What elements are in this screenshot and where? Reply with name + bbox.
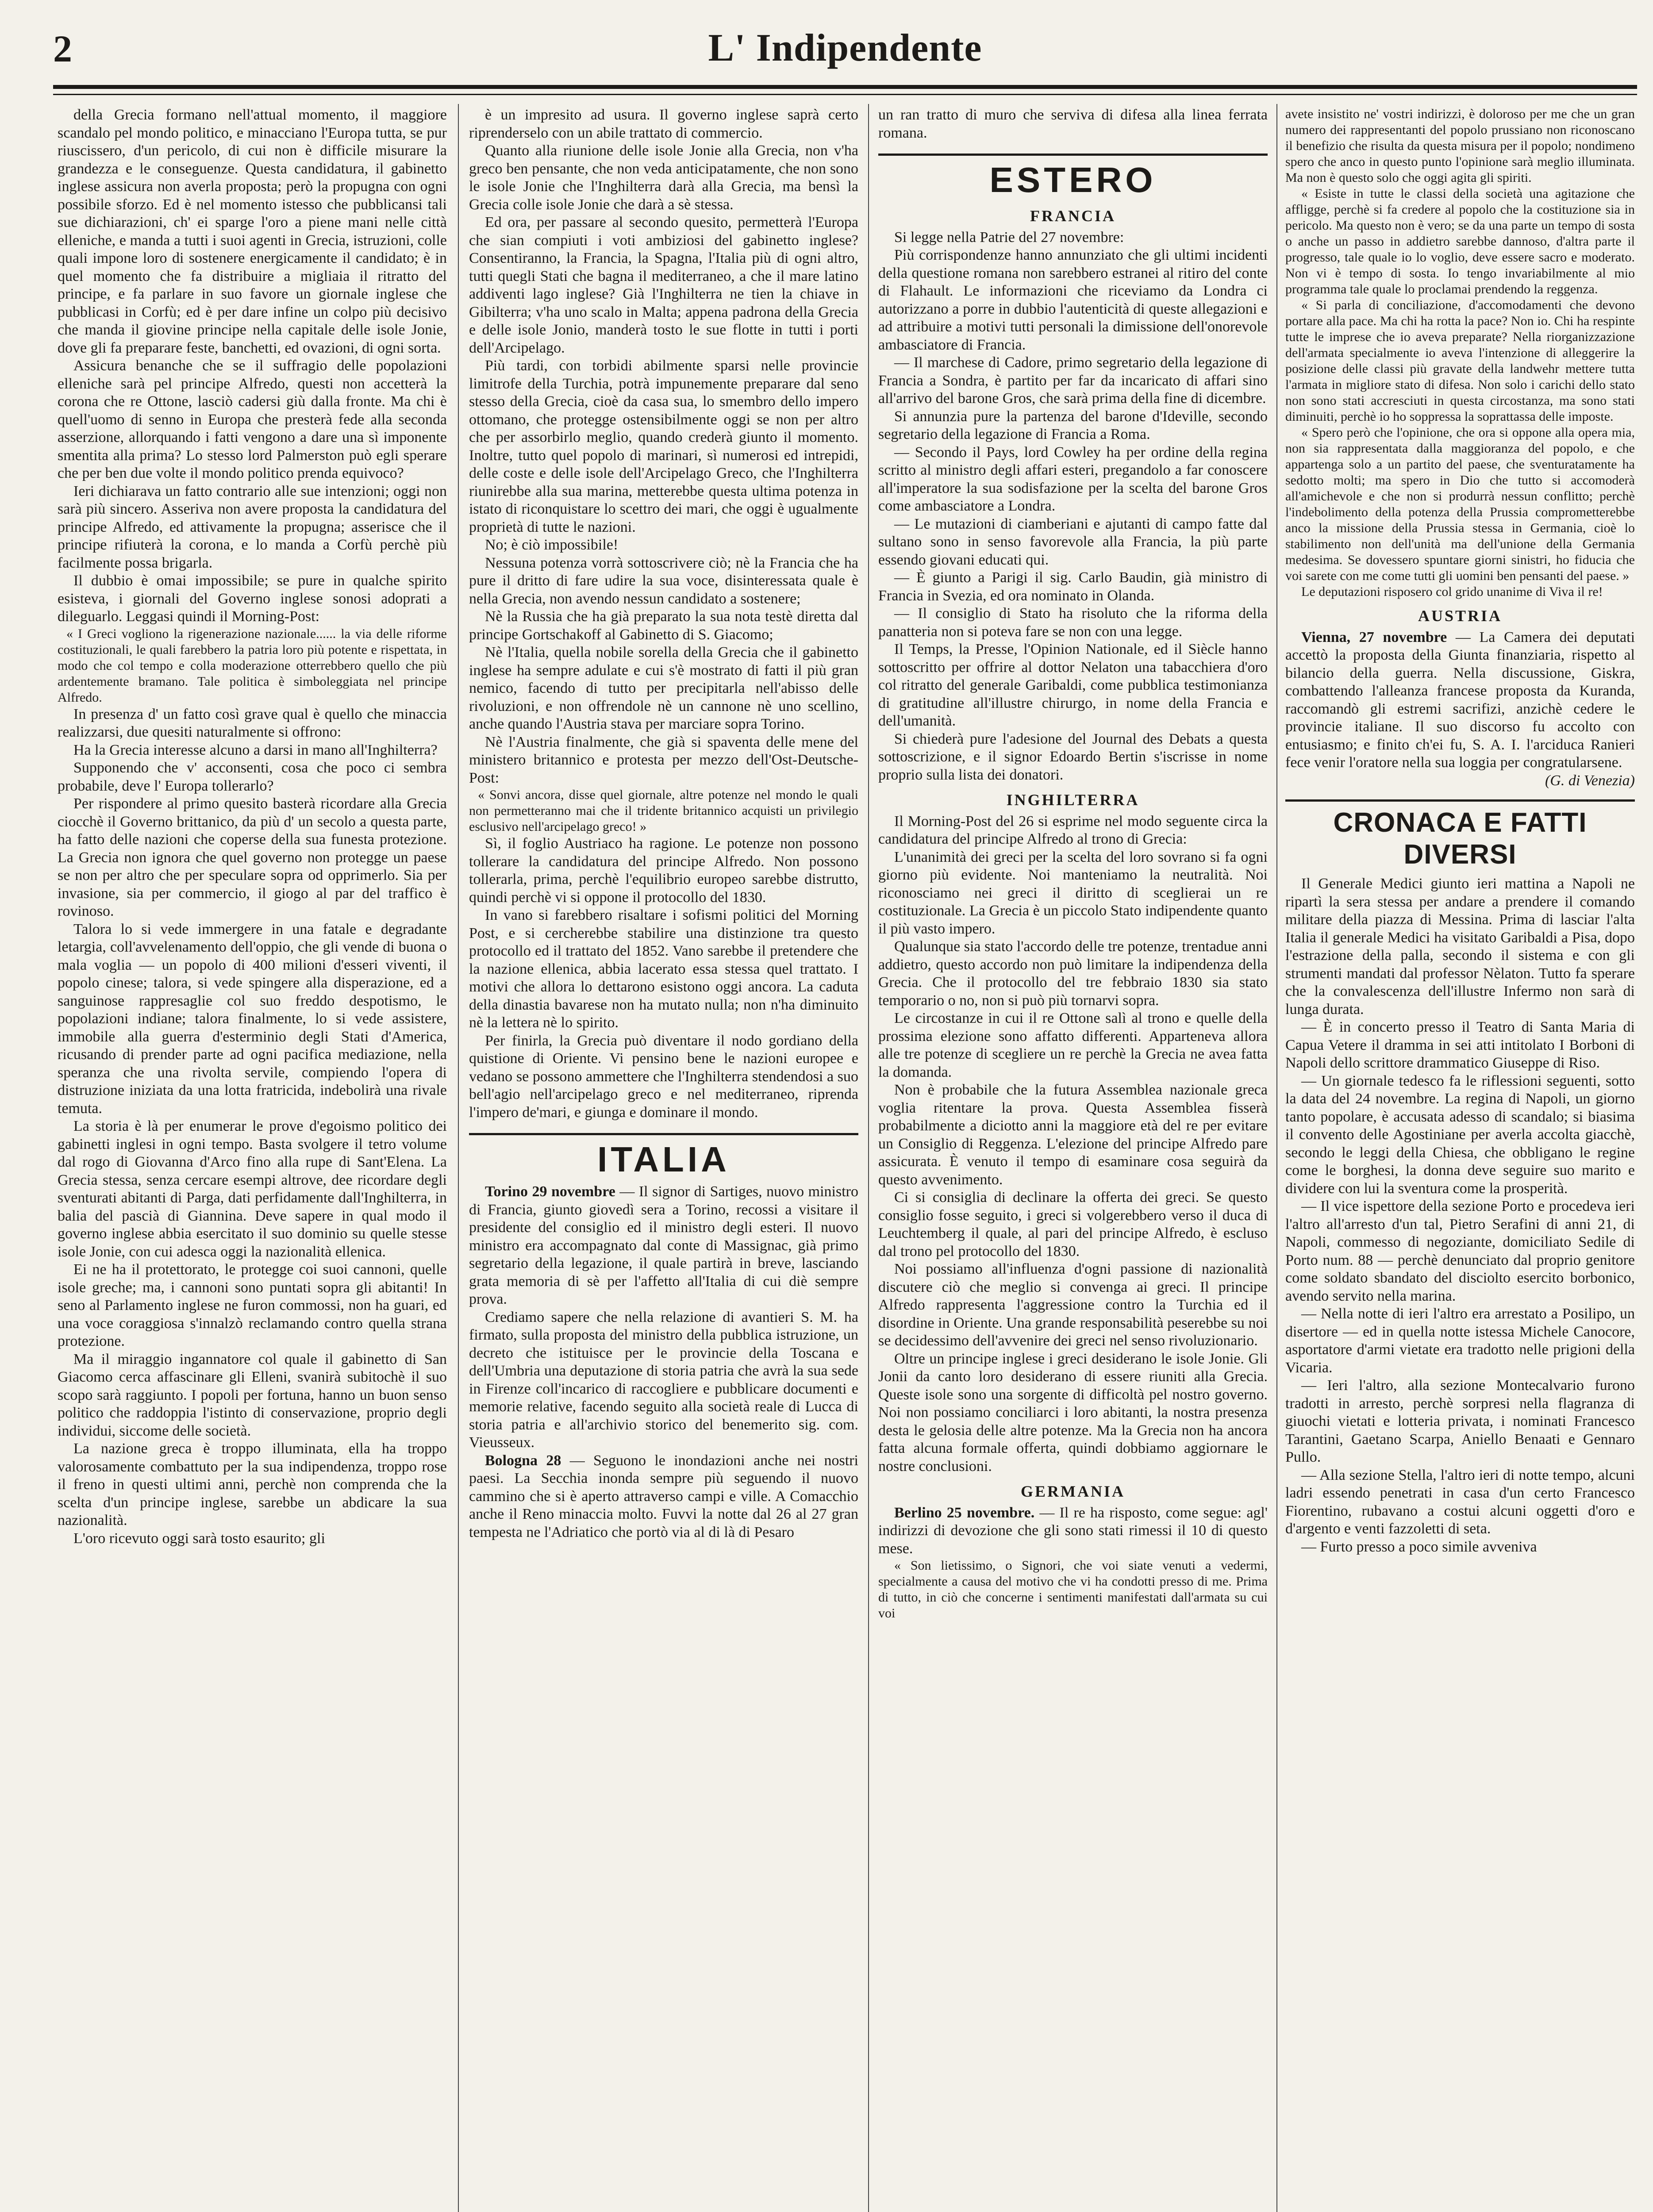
article-paragraph: Ma il miraggio ingannatore col quale il gabinetto di San Giacomo cerca affascinare gli Elleni, svanirà subitochè il suo scopo sarà raggiunto. I popoli per fortuna, hanno un buon senso politico che raddoppia l'istinto di conservazione, proprio degli individui, siccome delle società. bbox=[58, 1351, 447, 1439]
news-item bbox=[1285, 629, 1635, 772]
article-paragraph: Per rispondere al primo quesito basterà ricordare alla Grecia ciocchè il Governo brittanico, da più d' un secolo a questa parte, ha fatto delle nazioni che coperse della sua funesta protezione. La Grecia non ignora che quel governo non protegge un paese se non per altro che per speculare sopra od opprimerlo. Sia per invasione, sia per commercio, il giogo al par del traffico è rovinoso. bbox=[58, 795, 447, 919]
column-3 bbox=[878, 106, 1268, 2212]
news-item bbox=[469, 1309, 858, 1452]
article-paragraph: L'oro ricevuto oggi sarà tosto esaurito; gli bbox=[73, 1530, 325, 1547]
news-item: Qualunque sia stato l'accordo delle tre potenze, trentadue anni addietro, questo accordo non può limitare la indipendenza della Grecia. Che il protocollo del tre febbraio 1830 sia stato temporario o no, non si può più tornarvi sopra. bbox=[878, 938, 1268, 1009]
quoted-paragraph: « Sonvi ancora, disse quel giornale, altre potenze nel mondo le quali non permetteranno mai che il tridente britannico acquisti un privilegio esclusivo nell'arcipelago greco! » bbox=[469, 787, 858, 834]
news-item bbox=[469, 1452, 858, 1542]
section-heading-cronaca: CRONACA E FATTI DIVERSI bbox=[1285, 799, 1635, 871]
article-paragraph: è un impresito ad usura. Il governo inglese saprà certo riprenderselo con un abile trattato di commercio. bbox=[469, 107, 858, 141]
header-rule bbox=[53, 85, 1637, 89]
news-item: Il Generale Medici giunto ieri mattina a Napoli ne ripartì la sera stessa per andare a prendere il comando militare della piazza di Messina. Prima di lasciar l'alta Italia il generale Medici ha visitato Garibaldi a Pisa, dopo l'estrazione della palla, secondo il sistema e con gli strumenti mandati dal professor Nèlaton. Tutto fa sperare che la convalescenza dell'illustre Infermo non sarà di lunga durata. bbox=[1285, 876, 1635, 1018]
newspaper-title: L' Indipendente bbox=[708, 27, 982, 69]
article-paragraph: Nessuna potenza vorrà sottoscrivere ciò; nè la Francia che ha pure il dritto di fare udire la sua voce, disinteressata quale è nella Grecia, non avendo nessun candidato a sostenere; bbox=[469, 554, 858, 607]
news-item: — Alla sezione Stella, l'altro ieri di notte tempo, alcuni ladri essendo penetrati in casa d'un certo Francesco Fiorentino, rubavano a costui alcuni oggetti d'oro e d'argento e venti fazzoletti di seta. bbox=[1285, 1467, 1635, 1537]
dateline: Torino 29 novembre bbox=[485, 1183, 615, 1200]
news-item bbox=[878, 1504, 1268, 1558]
news-text: — La Camera dei deputati accettò la proposta della Giunta finanziaria, rispetto al bilancio della guerra. Nella discussione, Giskra, combattendo l'alleanza francese proposta da Kuranda, raccomandò gli estremi sacrifizi, anzichè cedere le provincie italiane. Il suo discorso fu accolto con entusiasmo; e finito ch'ei fu, S. A. I. l'arciduca Ranieri fece venir l'oratore nella sua loggia per congratularsene. bbox=[1285, 629, 1635, 771]
quoted-paragraph: « I Greci vogliono la rigenerazione nazionale...... la via delle riforme costituzionali, le quali farebbero la patria loro più potente e rispettata, in modo che col tempo e colla moderazione otterrebbero quello che più ardentemente bramano. Tale politica è simboleggiata nel principe Alfredo. bbox=[58, 626, 447, 705]
section-heading-italia: ITALIA bbox=[469, 1133, 858, 1179]
news-item: — Le mutazioni di ciamberiani e ajutanti di campo fatte dal sultano sono in senso favorevole alla Francia, la più parte essendo giovani educati qui. bbox=[878, 515, 1268, 568]
dateline: Bologna 28 bbox=[485, 1452, 561, 1469]
news-item: Oltre un principe inglese i greci desiderano le isole Jonie. Gli Jonii da canto loro desiderano di essere riuniti alla Grecia. Queste isole sono una sorgente di difficoltà pel nostro governo. Noi non possiamo conciliarci i loro abitanti, la nostra presenza desta le gelosia delle altre potenze. Ma la Grecia non ha ancora fatta alcuna formale offerta, quindi dobbiamo aggiornare le nostre conclusioni. bbox=[878, 1350, 1268, 1475]
article-paragraph: Ed ora, per passare al secondo quesito, permetterà l'Europa che sian compiuti i voti ambiziosi del gabinetto inglese? Consentiranno, la Francia, la Spagna, l'Italia più di ogni altro, tutti quegli Stati che bagna il mediterraneo, a che il mare latino addiventi lago inglese? Già l'Inghilterra ne tien la chiave in Gibilterra; v'ha uno scalo in Malta; appena padrona della Grecia e delle isole Jonio, manderà tosto le sue flotte in tutti i porti dell'Arcipelago. bbox=[469, 214, 858, 356]
news-item: Si legge nella Patrie del 27 novembre: bbox=[894, 229, 1124, 246]
masthead bbox=[53, 18, 1637, 84]
article-paragraph: Ha la Grecia interesse alcuno a darsi in mano all'Inghilterra? bbox=[73, 741, 438, 758]
column-4 bbox=[1285, 106, 1635, 2212]
news-item: L'unanimità dei greci per la scelta del loro sovrano si fa ogni giorno più evidente. Noi manteniamo la neutralità. Noi riconosciamo nei greci il diritto di sceglierai un re costituzionale. La Grecia è un piccolo Stato indipendente quanto il più vasto impero. bbox=[878, 849, 1268, 937]
article-paragraph: della Grecia formano nell'attual momento, il maggiore scandalo pel mondo politico, e minacciano l'Europa tutta, se pur riuscissero, d'un pericolo, di cui non è difficile misurare la grandezza e le conseguenze. Questa candidatura, il gabinetto inglese assicura non averla proposta; però la propugna con ogni possibile sforzo. Ed è nel momento istesso che pubblicansi tali sue dichiarazioni, ch' ei sparge l'oro a piene mani nelle città elleniche, e manda a tutti i suoi agenti in Grecia, istruzioni, colle quali impone loro di sostenere energicamente il candidato; è in quel momento che fa distribuire a migliaia il ritratto del principe, e fa parlare in suo favore un giornale inglese che pubblicasi in Corfù; ed è per dare infine un colpo più decisivo che manda il giovine principe nella capitale delle isole Jonie, dove gli fa preparare feste, banchetti, ed ovazioni, di ogni sorta. bbox=[58, 107, 447, 356]
article-paragraph: Più tardi, con torbidi abilmente sparsi nelle provincie limitrofe della Turchia, potrà impunemente preparare dal seno stesso della Grecia, cioè da casa sua, lo smembro dello impero ottomano, che protegge ostensibilmente oggi se non per altro che per assorbirlo meglio, quando crederà giunto il momento. Inoltre, tutto quel popolo di marinari, sì numerosi ed intrepidi, delle coste e delle isole dell'Arcipelago Greco, che l'Inghilterra riunirebbe alla sua marina, metterebbe questa ultima potenza in istato di riconquistare lo scettro dei mari, che oggi è ugualmente proprietà di tutte le nazioni. bbox=[469, 357, 858, 535]
news-source: (G. di Venezia) bbox=[1545, 772, 1635, 789]
subsection-heading-francia: FRANCIA bbox=[1030, 207, 1116, 225]
article-paragraph: No; è ciò impossibile! bbox=[485, 537, 619, 553]
quoted-paragraph: « Si parla di conciliazione, d'accomodamenti che devono portare alla pace. Ma chi ha rotta la pace? Non io. Chi ha respinte tutte le imprese che io aveva preparate? Nella riorganizzazione dell'armata specialmente io aveva l'intenzione di alleggerire la posizione delle classi più gravate della landwehr mettere tutta l'armata in migliore stato di difesa. Non solo i carichi dello stato non sono stati accresciuti in questa circostanza, ma sono stati diminuiti, perchè io ho soppressa la soprattassa delle imposte. bbox=[1285, 298, 1635, 424]
article-paragraph: In presenza d' un fatto così grave qual è quello che minaccia realizzarsi, due quesiti naturalmente si offrono: bbox=[58, 706, 447, 740]
article-paragraph: La storia è là per enumerar le prove d'egoismo politico dei gabinetti inglesi in ogni tempo. Basta svolgere il tetro volume dal rogo di Giovanna d'Arco fino alla rupe di Sant'Elena. La Grecia stessa, senza cercare esempi altrove, dee ricordare degli sventurati abitanti di Parga, dati perfidamente dall'Inghilterra, in balia del pascià di Giannina. Deve sapere in qual modo il governo inglese abbia esercitato il suo dominio su quelle stesse isole Jonie, con cui adesca oggi la nazionalità ellenica. bbox=[58, 1118, 447, 1260]
article-paragraph: Assicura benanche che se il suffragio delle popolazioni elleniche sarà pel principe Alfredo, questi non accetterà la corona che re Ottone, lasciò cadersi giù dalla fronte. Ma chi è quell'uomo di senno in Europa che presterà fede alla seconda asserzione, allorquando i fatti vengono a dare una sì imponente smentita alla prima? Lo stesso lord Palmerston può egli sperare che per ben due volte il mondo politico prenda equivoco? bbox=[58, 357, 447, 481]
news-item: Ci si consiglia di declinare la offerta dei greci. Se questo consiglio fosse seguito, i greci si volgerebbero verso il duca di Leuchtemberg il quale, al pari del principe Alfredo, è escluso dal trono pel protocollo del 1830. bbox=[878, 1189, 1268, 1260]
article-paragraph: In vano si farebbero risaltare i sofismi politici del Morning Post, e si cercherebbe stabilire una distinzione tra questo protocollo ed il trattato del 1852. Vano sarebbe il pretendere che la nazione ellenica, abbia lacerato essa stessa quel trattato. I motivi che allora lo dettarono esistono oggi ancora. La caduta della dinastia bavarese non ha mutato nulla; non n'ha diminuito nè la lettera nè lo spirito. bbox=[469, 907, 858, 1031]
column-divider bbox=[1276, 104, 1277, 2212]
news-item: Il Temps, la Presse, l'Opinion Nationale, ed il Siècle hanno sottoscritto per offrire al dottor Nelaton una tabacchiera d'oro col ritratto del generale Garibaldi, come pubblica testimonianza di gratitudine all'illustre chirurgo, in nome della Francia e dell'umanità. bbox=[878, 641, 1268, 729]
news-text: — Il signor di Sartiges, nuovo ministro di Francia, giunto giovedì sera a Torino, recossi a visitare il presidente del consiglio ed il ministro degli esteri. Il nuovo ministro era accompagnato dal conte di Massignac, già primo segretario della legazione, il quale partirà in breve, lasciando grata memoria di sè per l'affetto all'Italia di cui diè sempre prova. bbox=[469, 1183, 858, 1307]
news-item bbox=[469, 1183, 858, 1309]
news-item: Si annunzia pure la partenza del barone d'Ideville, secondo segretario della legazione di Francia a Roma. bbox=[878, 408, 1268, 442]
article-paragraph: Nè l'Italia, quella nobile sorella della Grecia che il gabinetto inglese ha sempre adulate e cui s'è mostrato di fatti il più gran nemico, facendo di tutto per precipitarla nell'abisso delle rivoluzioni, e non offrendole nè un cannone nè uno scellino, anche quando l'Austria stava per marciare sopra Torino. bbox=[469, 644, 858, 732]
news-item: Le circostanze in cui il re Ottone salì al trono e quelle della prossima elezione sono affatto differenti. Apparteneva allora alle tre potenze di scegliere un re perchè la Grecia ne avea fatta la domanda. bbox=[878, 1010, 1268, 1080]
column-divider bbox=[458, 104, 459, 2212]
article-paragraph: Sì, il foglio Austriaco ha ragione. Le potenze non possono tollerare la candidatura del principe Alfredo. Non possono tollerarla, prima, perchè l'equilibrio europeo sarebbe distrutto, quindi perchè vi si oppone il protocollo del 1830. bbox=[469, 835, 858, 906]
news-item: — È in concerto presso il Teatro di Santa Maria di Capua Vetere il dramma in sei atti intitolato I Borboni di Napoli dello scrittore drammatico Giuseppe di Riso. bbox=[1285, 1019, 1635, 1071]
news-item: — Nella notte di ieri l'altro era arrestato a Posilipo, un disertore — ed in quella notte istessa Michele Canocore, asportatore d'armi vietate era tradotto nelle prigioni della Vicaria. bbox=[1285, 1306, 1635, 1376]
article-paragraph: Quanto alla riunione delle isole Jonie alla Grecia, non v'ha greco ben pensante, che non veda anticipatamente, che non sono le isole Jonie che l'Inghilterra darà alla Grecia, ma bensì la Grecia colle isole Jonie che darà a sè stessa. bbox=[469, 142, 858, 213]
news-item: — Un giornale tedesco fa le riflessioni seguenti, sotto la data del 24 novembre. La regina di Napoli, un giorno tanto popolare, è accusata adesso di scandalo; si biasima il convento delle Agostiniane per averla accolta giacchè, secondo le leggi della Chiesa, che obbligano le regine come le borghesi, la donna deve seguire suo marito e dividere con lui la sventura come la prosperità. bbox=[1285, 1072, 1635, 1197]
news-item: — Il consiglio di Stato ha risoluto che la riforma della panatteria non si poteva fare se non con una legge. bbox=[878, 605, 1268, 640]
subsection-heading-inghilterra: INGHILTERRA bbox=[1006, 791, 1140, 809]
dateline: Vienna, 27 novembre bbox=[1301, 629, 1447, 645]
column-1 bbox=[58, 106, 447, 2212]
column-2 bbox=[469, 106, 858, 2212]
subsection-heading-germania: GERMANIA bbox=[1021, 1482, 1125, 1500]
article-paragraph: un ran tratto di muro che serviva di difesa alla linea ferrata romana. bbox=[878, 107, 1268, 141]
quoted-paragraph: « Son lietissimo, o Signori, che voi siate venuti a vedermi, specialmente a causa del motivo che vi ha condotti presso di me. Prima di tutto, in ciò che concerne i sentimenti manifestati dall'armata su cui voi bbox=[878, 1558, 1268, 1621]
news-item: — È giunto a Parigi il sig. Carlo Baudin, già ministro di Francia in Svezia, ed ora nominato in Olanda. bbox=[878, 569, 1268, 604]
news-item: — Il vice ispettore della sezione Porto e procedeva ieri l'altro all'arresto d'un tal, Pietro Serafini di anni 21, di Napoli, commesso di negoziante, domiciliato Sedile di Porto num. 88 — perchè denunciato dal proprio genitore come soldato sbandato del disciolto esercito borbonico, avendo servito nella marina. bbox=[1285, 1198, 1635, 1304]
article-paragraph: Supponendo che v' acconsenti, cosa che poco ci sembra probabile, deve l' Europa tollerarlo? bbox=[58, 760, 447, 794]
quoted-paragraph: avete insistito ne' vostri indirizzi, è doloroso per me che un gran numero dei rappresentanti del popolo prussiano non riconoscano il benefizio che risulta da questa misura per il popolo; nondimeno spero che anco in questo punto l'opinione sarà meglio illuminata. Ma non è questo solo che oggi agita gli spiriti. bbox=[1285, 107, 1635, 185]
news-item: Noi possiamo all'influenza d'ogni passione di nazionalità discutere ciò che meglio si convenga ai greci. Il principe Alfredo rappresenta l'aggressione contro la Turchia ed il disordine in Oriente. Una grande responsabilità peserebbe su noi se decidessimo dell'avvenire dei greci nel senso rivoluzionario. bbox=[878, 1261, 1268, 1349]
article-paragraph: Il dubbio è omai impossibile; se pure in qualche spirito esisteva, i giornali del Governo inglese sonosi adoprati a dileguarlo. Leggasi quindi il Morning-Post: bbox=[58, 572, 447, 625]
column-divider bbox=[868, 104, 869, 2212]
article-paragraph: Per finirla, la Grecia può diventare il nodo gordiano della quistione di Oriente. Vi pensino bene le nazioni europee e vedano se possono ammettere che l'Inghilterra stendendosi a suo bell'agio nell'arcipelago greco e nel mediterraneo, riprenda l'impero de'mari, e giunga e dominare il mondo. bbox=[469, 1032, 858, 1121]
news-item: — Secondo il Pays, lord Cowley ha per ordine della regina scritto al ministro degli affari esteri, pregandolo a far conoscere all'imperatore la sua sodisfazione per la scelta del barone Gros come ambasciatore a Londra. bbox=[878, 444, 1268, 514]
dateline: Berlino 25 novembre. bbox=[894, 1504, 1035, 1521]
subsection-heading-austria: AUSTRIA bbox=[1418, 607, 1503, 625]
news-item: Si chiederà pure l'adesione del Journal des Debats a questa sottoscrizione, e il signor Edoardo Bertin s'iscrisse in nome proprio sulla lista dei donatori. bbox=[878, 730, 1268, 783]
news-text: Crediamo sapere che nella relazione di avantieri S. M. ha firmato, sulla proposta del ministro della pubblica istruzione, un decreto che istituisce per le provincie della Toscana e dell'Umbria una deputazione di storia patria che avrà la sua sede in Firenze coll'incarico di raccogliere e pubblicare documenti e memorie relative, facendo seguito alla società reale di Lucca di storia patria e all'archivio storico del benemerito sig. com. Vieusseux. bbox=[469, 1309, 858, 1451]
article-paragraph: La nazione greca è troppo illuminata, ella ha troppo valorosamente combattuto per la sua indipendenza, troppo rose il freno in questi ultimi anni, perchè non comprenda che la scelta d'un principe inglese, sarebbe un abdicare la sua nazionalità. bbox=[58, 1440, 447, 1528]
quoted-paragraph: « Spero però che l'opinione, che ora si oppone alla opera mia, non sia rappresentata dalla maggioranza del popolo, e che appartenga solo a un partito del paese, che sventuratamente ha sedotto molti; ma spero in Dio che tutto si accomoderà all'amichevole e che non si produrrà nessun conflitto; perchè l'indebolimento della potenza della Prussia comprometterebbe anco la missione della Prussia stessa in Germania, cioè lo stabilimento non dell'unità ma dell'unione della Germania medesima. Se dovessero spuntare giorni sinistri, ho fiducia che voi sarete con me come tutti gli uomini ben pensanti del paese. » bbox=[1285, 425, 1635, 583]
news-item: — Ieri l'altro, alla sezione Montecalvario furono tradotti in arresto, perchè sorpresi nella flagranza di giuochi vietati e lotteria privata, i nominati Francesco Tarantini, Gaetano Scarpa, Aniello Benaati e Gennaro Pullo. bbox=[1285, 1377, 1635, 1465]
news-item: Più corrispondenze hanno annunziato che gli ultimi incidenti della questione romana non sarebbero estranei al ritiro del conte di Flahault. Le informazioni che riceviamo da Londra ci autorizzano a porre in dubbio l'autenticità di queste allegazioni e ad attribuire a motivi tutti personali la dimissione dell'onorevole ambasciatore di Francia. bbox=[878, 247, 1268, 353]
header-rule-thin bbox=[53, 94, 1637, 95]
article-paragraph: Talora lo si vede immergere in una fatale e degradante letargia, coll'avvelenamento dell'oppio, che gli vende di buona o mala voglia — un popolo di 400 milioni d'esseri viventi, il popolo cinese; talora, si vede spingere alla disperazione, ed a sanguinose rappresaglie col suo freddo despotismo, le popolazioni indiane; talora finalmente, lo si vede assistere, immobile alla guerra d'esterminio degli Stati d'America, ricusando di prender parte ad ogni pacifica mediazione, nella speranza che una rivolta servile, compiendo l'opera di distruzione iniziata da una lotta fratricida, indebolirà una rivale temuta. bbox=[58, 921, 447, 1117]
quoted-paragraph: « Esiste in tutte le classi della società una agitazione che affligge, perchè si fa credere al popolo che la costituzione sia in pericolo. Ma questo non è vero; se da una parte un tempo di sosta o anche un passo in addietro sarebbe dannoso, d'altra parte il progresso, tale quale io lo voglio, deve essere sacro e moderato. Non vi è tempo di sosta. Io tengo invariabilmente al mio programma tale quale lo proclamai prendendo la reggenza. bbox=[1285, 186, 1635, 296]
news-text: — Seguono le inondazioni anche nei nostri paesi. La Secchia inonda sempre più seguendo il nuovo cammino che si è aperto attraverso campi e ville. A Comacchio anche il Reno minaccia molto. Fuvvi la notte dal 26 al 27 gran tempesta ne l'Adriatico che portò via al di là di Pesaro bbox=[469, 1452, 858, 1540]
page-number: 2 bbox=[53, 27, 72, 70]
quoted-paragraph: Le deputazioni risposero col grido unanime di Viva il re! bbox=[1301, 584, 1603, 599]
article-paragraph: Nè l'Austria finalmente, che già si spaventa delle mene del ministero britannico e protesta per mezzo dell'Ost-Deutsche-Post: bbox=[469, 733, 858, 786]
news-item: — Furto presso a poco simile avveniva bbox=[1301, 1538, 1537, 1555]
section-heading-estero: ESTERO bbox=[878, 154, 1268, 200]
news-text: — Il re ha risposto, come segue: agl' indirizzi di devozione che gli sono stati rimessi il 10 di questo mese. bbox=[878, 1504, 1268, 1557]
article-paragraph: Ei ne ha il protettorato, le protegge coi suoi cannoni, quelle isole greche; ma, i cannoni sono puntati sopra gli abitanti! In seno al Parlamento inglese ne furon commossi, non ha guari, ed una voce coraggiosa s'innalzò reclamando contro quella strana protezione. bbox=[58, 1261, 447, 1349]
news-item: Non è probabile che la futura Assemblea nazionale greca voglia ritentare la prova. Questa Assemblea fisserà probabilmente a diciotto anni la maggiore età del re per evitare un Consiglio di Reggenza. L'elezione del principe Alfredo pare assicurata. È venuto il tempo di esaminare cosa seguirà da questo avvenimento. bbox=[878, 1082, 1268, 1188]
news-item: — Il marchese di Cadore, primo segretario della legazione di Francia a Sondra, è partito per far da incaricato di affari sino all'arrivo del barone Gros, che sarà prima della fine di dicembre. bbox=[878, 354, 1268, 407]
article-paragraph: Nè la Russia che ha già preparato la sua nota testè diretta dal principe Gortschakoff al Gabinetto di S. Giacomo; bbox=[469, 608, 858, 643]
news-item: Il Morning-Post del 26 si esprime nel modo seguente circa la candidatura del principe Alfredo al trono di Grecia: bbox=[878, 813, 1268, 847]
article-paragraph: Ieri dichiarava un fatto contrario alle sue intenzioni; oggi non sarà più sincero. Asseriva non avere proposta la candidatura del principe Alfredo, ed attivamente la propugna; asserisce che il principe rifiuterà la corona, e lo manda a Corfù perchè più facilmente possa brigarla. bbox=[58, 483, 447, 571]
